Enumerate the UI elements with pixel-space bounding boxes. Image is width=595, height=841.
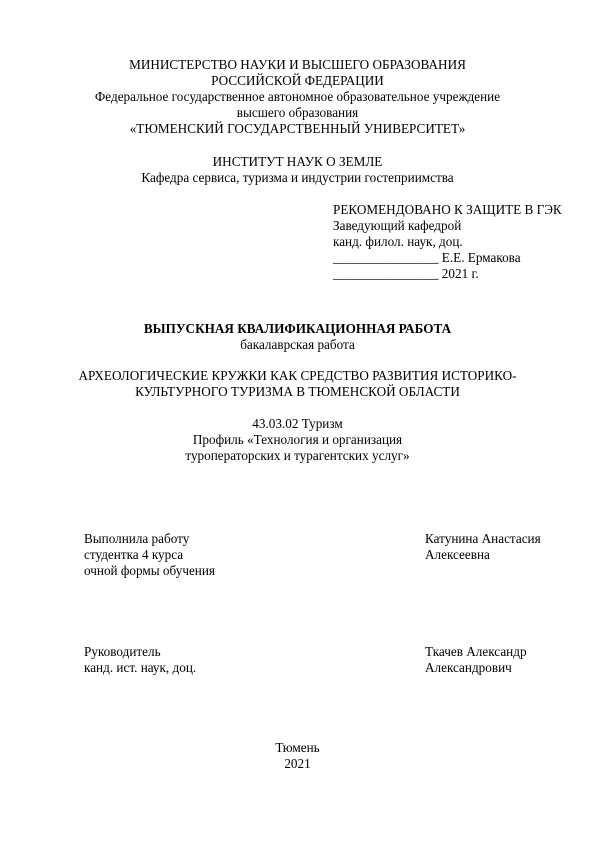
author-name	[425, 531, 541, 563]
approval-line-3: канд. филол. наук, доц.	[333, 234, 463, 249]
city: Тюмень	[275, 740, 320, 755]
specialty-code: 43.03.02 Туризм	[252, 416, 343, 431]
topic-line-1: АРХЕОЛОГИЧЕСКИЕ КРУЖКИ КАК СРЕДСТВО РАЗВИТИЯ ИСТОРИКО-	[78, 368, 517, 383]
institute-name: ИНСТИТУТ НАУК О ЗЕМЛЕ	[212, 154, 383, 169]
approval-date-line: ________________ 2021 г.	[333, 266, 479, 281]
topic-line-2: КУЛЬТУРНОГО ТУРИЗМА В ТЮМЕНСКОЙ ОБЛАСТИ	[135, 384, 460, 399]
approval-line-2: Заведующий кафедрой	[333, 218, 462, 233]
author-label-line-3: очной формы обучения	[84, 563, 215, 578]
profile-block	[0, 416, 595, 464]
thesis-topic	[0, 368, 595, 400]
supervisor-label	[84, 644, 196, 676]
profile-line-1: Профиль «Технология и организация	[192, 432, 403, 447]
profile-line-2: туроператорских и турагентских услуг»	[185, 448, 410, 463]
approval-line-1: РЕКОМЕНДОВАНО К ЗАЩИТЕ В ГЭК	[333, 202, 562, 217]
institution-line-1: Федеральное государственное автономное образовательное учреждение	[94, 89, 501, 104]
supervisor-label-line-2: канд. ист. наук, доц.	[84, 660, 197, 675]
footer-block	[0, 740, 595, 772]
ministry-line-1: МИНИСТЕРСТВО НАУКИ И ВЫСШЕГО ОБРАЗОВАНИЯ	[129, 57, 466, 72]
author-label-line-2: студентка 4 курса	[84, 547, 184, 562]
university-name: «ТЮМЕНСКИЙ ГОСУДАРСТВЕННЫЙ УНИВЕРСИТЕТ»	[129, 121, 466, 136]
supervisor-name-line-1: Ткачев Александр	[425, 644, 527, 659]
thesis-type: ВЫПУСКНАЯ КВАЛИФИКАЦИОННАЯ РАБОТА	[143, 321, 452, 336]
author-name-line-1: Катунина Анастасия	[425, 531, 541, 546]
thesis-level: бакалаврская работа	[240, 337, 355, 352]
thesis-type-block	[0, 321, 595, 353]
author-label-line-1: Выполнила работу	[84, 531, 190, 546]
institute-block	[0, 154, 595, 186]
supervisor-name	[425, 644, 527, 676]
author-name-line-2: Алексеевна	[425, 547, 490, 562]
department-name: Кафедра сервиса, туризма и индустрии гостеприимства	[141, 170, 454, 185]
author-label	[84, 531, 215, 579]
approval-signature-line: ________________ Е.Е. Ермакова	[333, 250, 521, 265]
approval-block	[333, 202, 573, 282]
institution-line-2: высшего образования	[236, 105, 359, 120]
year: 2021	[284, 756, 311, 771]
ministry-line-2: РОССИЙСКОЙ ФЕДЕРАЦИИ	[211, 73, 384, 88]
supervisor-label-line-1: Руководитель	[84, 644, 161, 659]
ministry-header	[0, 57, 595, 137]
supervisor-name-line-2: Александрович	[425, 660, 512, 675]
